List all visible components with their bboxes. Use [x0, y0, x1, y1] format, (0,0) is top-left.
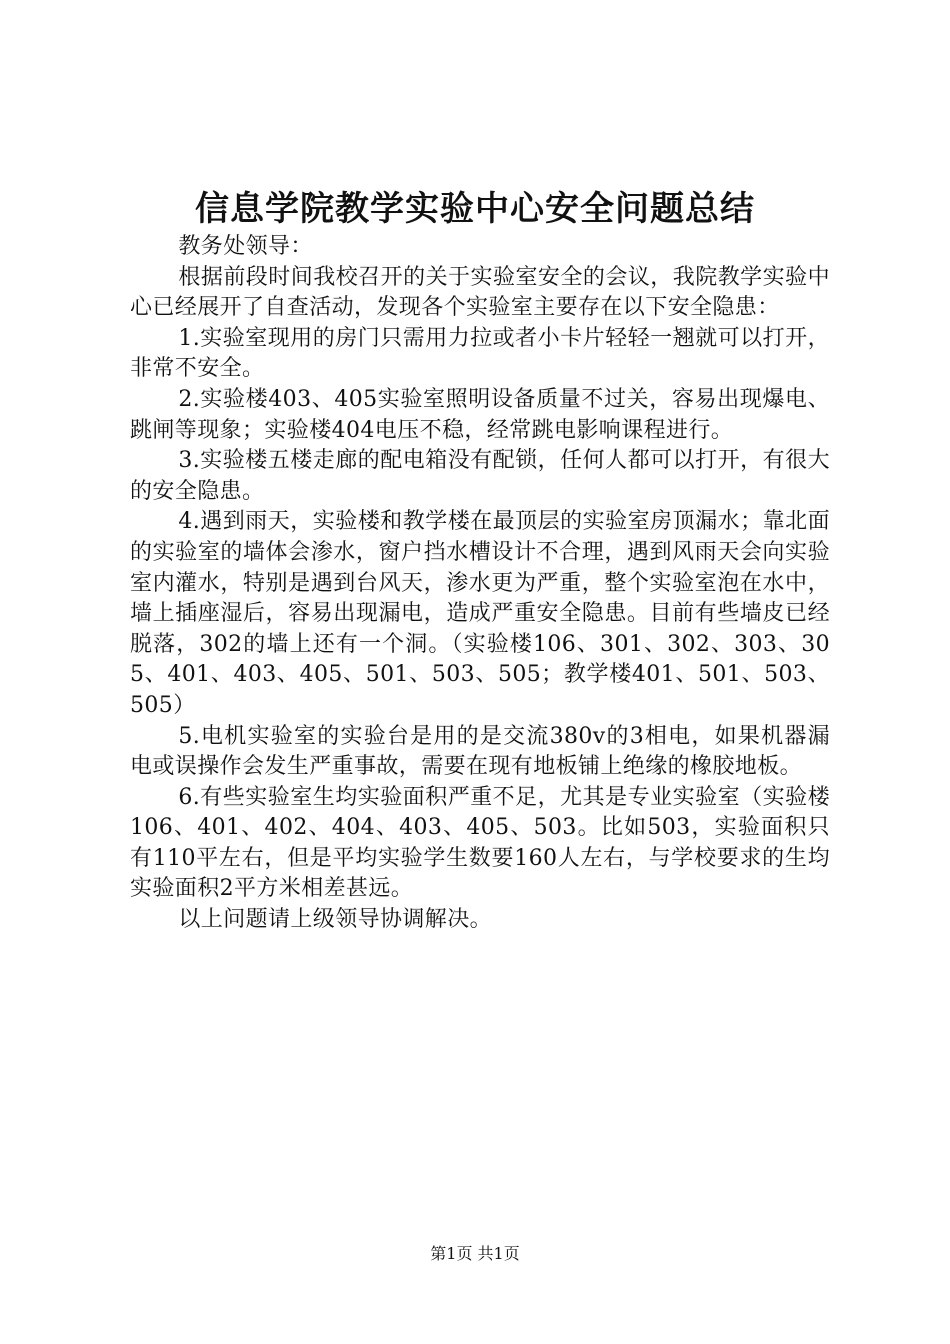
salutation: 教务处领导：	[178, 234, 313, 259]
document-title: 信息学院教学实验中心安全问题总结	[195, 189, 755, 229]
document-body	[130, 232, 830, 936]
issue-5: 5.电机实验室的实验台是用的是交流380v的3相电，如果机器漏电或误操作会发生严重事故，需要在现有地板铺上绝缘的橡胶地板。	[130, 723, 830, 780]
closing-paragraph: 以上问题请上级领导协调解决。	[178, 907, 492, 933]
issue-3: 3.实验楼五楼走廊的配电箱没有配锁，任何人都可以打开，有很大的安全隐患。	[130, 448, 830, 504]
issue-4: 4.遇到雨天，实验楼和教学楼在最顶层的实验室房顶漏水；靠北面的实验室的墙体会渗水，窗户挡水槽设计不合理，遇到风雨天会向实验室内灌水，特别是遇到台风天，渗水更为严重，整个实验室泡在水中，墙上插座湿后，容易出现漏电，造成严重安全隐患。目前有些墙皮已经脱落，302的墙上还有一个洞。（实验楼106、301、302、303、305、401、403、405、501、503、505；教学楼401、501、503、505）	[130, 509, 830, 718]
issue-1: 1.实验室现用的房门只需用力拉或者小卡片轻轻一翘就可以打开，非常不安全。	[130, 325, 830, 382]
issue-6: 6.有些实验室生均实验面积严重不足，尤其是专业实验室（实验楼106、401、402、404、403、405、503。比如503，实验面积只有110平左右，但是平均实验学生数要160人左右，与学校要求的生均实验面积2平方米相差甚远。	[130, 784, 830, 902]
issue-2: 2.实验楼403、405实验室照明设备质量不过关，容易出现爆电、跳闸等现象；实验楼404电压不稳，经常跳电影响课程进行。	[130, 386, 830, 443]
page-footer: 第1页 共1页	[430, 1244, 520, 1263]
intro-paragraph: 根据前段时间我校召开的关于实验室安全的会议，我院教学实验中心已经展开了自查活动，发现各个实验室主要存在以下安全隐患：	[130, 264, 830, 321]
